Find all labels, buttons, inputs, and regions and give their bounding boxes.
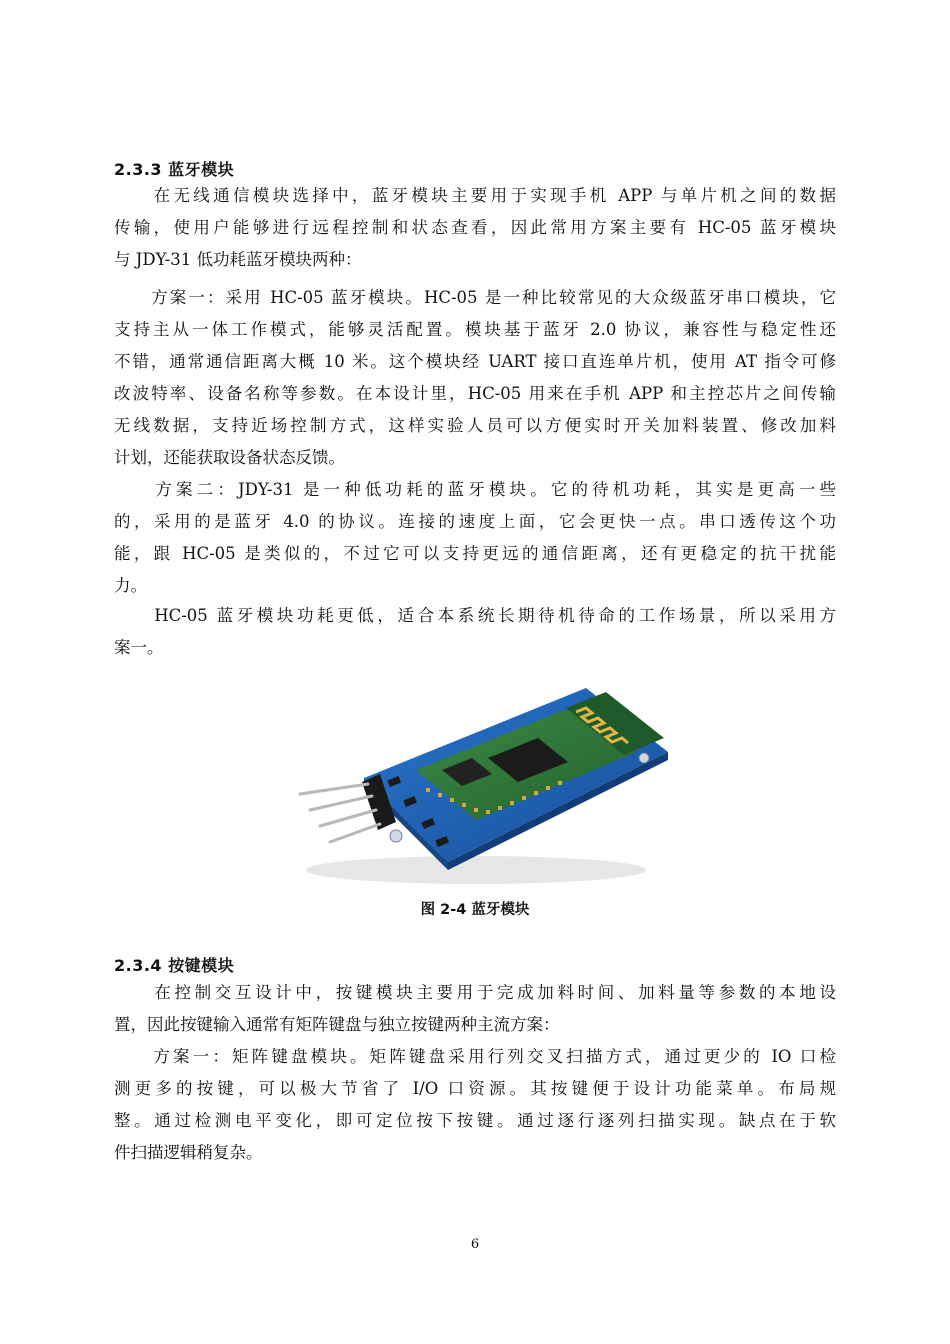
text-line: 方案二：JDY-31 是一种低功耗的蓝牙模块。它的待机功耗，其实是更高一些 xyxy=(114,480,836,499)
bluetooth-module-image xyxy=(276,660,676,898)
text-line: 件扫描逻辑稍复杂。 xyxy=(114,1143,263,1162)
text-line: HC-05 蓝牙模块功耗更低，适合本系统长期待机待命的工作场景，所以采用方 xyxy=(114,606,836,625)
text-line: 在控制交互设计中，按键模块主要用于完成加料时间、加料量等参数的本地设 xyxy=(114,983,836,1002)
paragraph-bluetooth-plan2 xyxy=(114,474,836,602)
text-line: 能，跟 HC-05 是类似的，不过它可以支持更远的通信距离，还有更稳定的抗干扰能 xyxy=(114,544,836,563)
section-heading-keypad: 2.3.4 按键模块 xyxy=(114,956,235,975)
figure-caption: 图 2-4 蓝牙模块 xyxy=(420,902,530,918)
paragraph-keypad-plan1 xyxy=(114,1041,836,1169)
page-number: 6 xyxy=(470,1237,480,1252)
text-line: 的，采用的是蓝牙 4.0 的协议。连接的速度上面，它会更快一点。串口透传这个功 xyxy=(114,512,836,531)
text-line: 方案一：采用 HC-05 蓝牙模块。HC-05 是一种比较常见的大众级蓝牙串口模块，它 xyxy=(114,288,836,307)
text-line: 方案一：矩阵键盘模块。矩阵键盘采用行列交叉扫描方式，通过更少的 IO 口检 xyxy=(114,1047,836,1066)
hc05-module-illustration xyxy=(276,660,676,898)
text-line: 案一。 xyxy=(114,638,164,657)
paragraph-bluetooth-conclusion xyxy=(114,600,836,664)
text-line: 力。 xyxy=(114,576,147,595)
paragraph-bluetooth-intro xyxy=(114,180,836,276)
text-line: 整。通过检测电平变化，即可定位按下按键。通过逐行逐列扫描实现。缺点在于软 xyxy=(114,1111,836,1130)
text-line: 置，因此按键输入通常有矩阵键盘与独立按键两种主流方案： xyxy=(114,1015,560,1034)
paragraph-bluetooth-plan1 xyxy=(114,282,836,474)
section-heading-bluetooth: 2.3.3 蓝牙模块 xyxy=(114,160,235,179)
text-line: 测更多的按键，可以极大节省了 I/O 口资源。其按键便于设计功能菜单。布局规 xyxy=(114,1079,836,1098)
paragraph-keypad-intro xyxy=(114,977,836,1041)
text-line: 与 JDY-31 低功耗蓝牙模块两种： xyxy=(114,250,362,269)
text-line: 不错，通常通信距离大概 10 米。这个模块经 UART 接口直连单片机，使用 AT 指令可修 xyxy=(114,352,836,371)
text-line: 传输，使用户能够进行远程控制和状态查看，因此常用方案主要有 HC-05 蓝牙模块 xyxy=(114,218,836,237)
text-line: 在无线通信模块选择中，蓝牙模块主要用于实现手机 APP 与单片机之间的数据 xyxy=(114,186,836,205)
text-line: 改波特率、设备名称等参数。在本设计里，HC-05 用来在手机 APP 和主控芯片之间传输 xyxy=(114,384,836,403)
text-line: 支持主从一体工作模式，能够灵活配置。模块基于蓝牙 2.0 协议，兼容性与稳定性还 xyxy=(114,320,836,339)
text-line: 计划，还能获取设备状态反馈。 xyxy=(114,448,345,467)
text-line: 无线数据，支持近场控制方式，这样实验人员可以方便实时开关加料装置、修改加料 xyxy=(114,416,836,435)
